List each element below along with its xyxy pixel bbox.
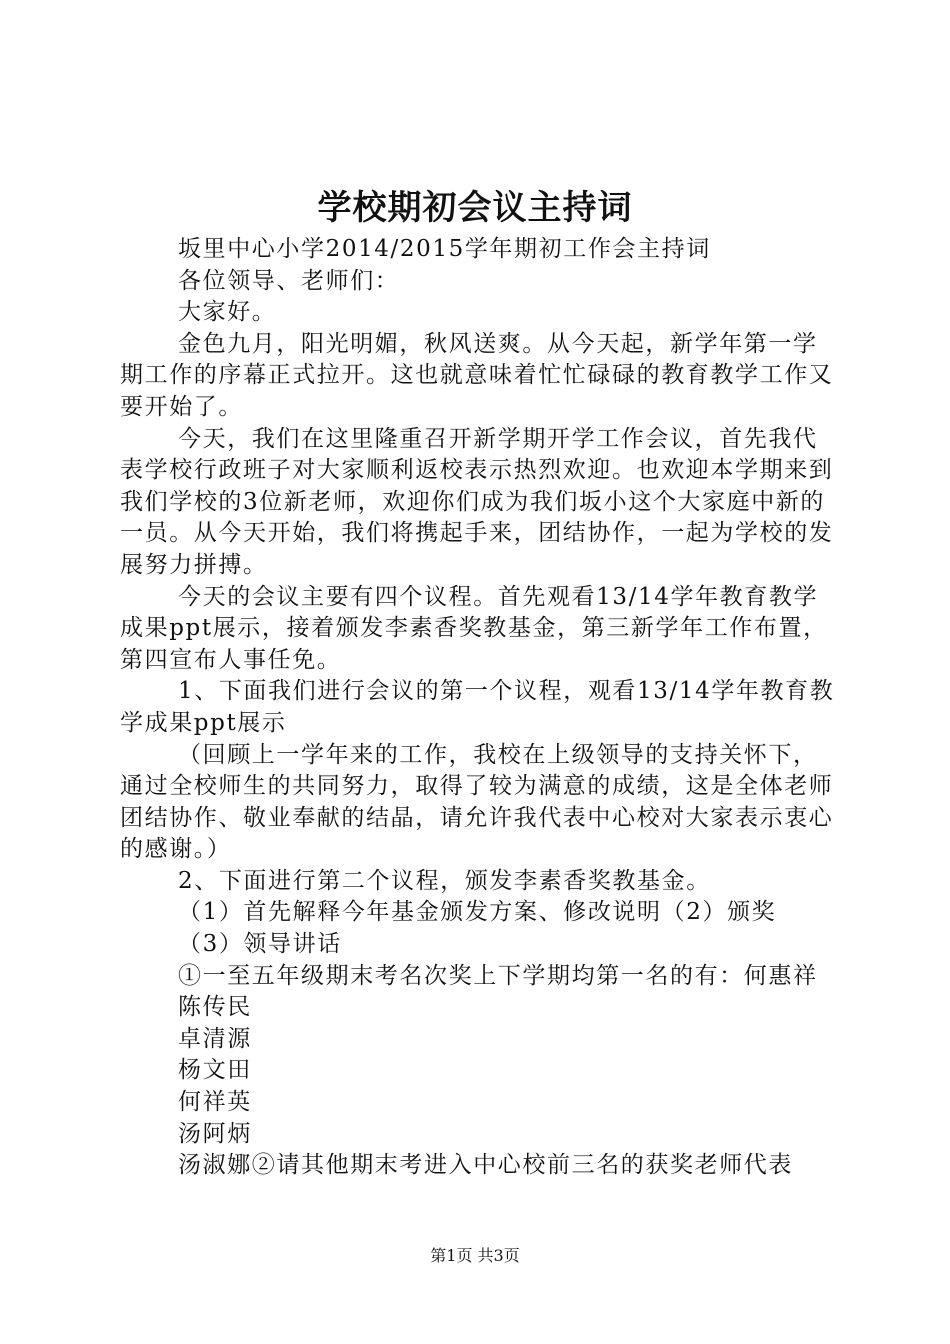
paragraph-salutation: 各位领导、老师们：	[178, 267, 400, 294]
list-item-name: 杨文田	[178, 1057, 252, 1084]
paragraph-award-steps: （1）首先解释今年基金颁发方案、修改说明（2）颁奖	[178, 899, 777, 926]
paragraph-agenda-item-1: 1、下面我们进行会议的第一个议程，观看13/14学年教育教学成果ppt展示	[120, 678, 835, 736]
paragraph-other-winners: 汤淑娜②请其他期末考进入中心校前三名的获奖老师代表	[178, 1152, 793, 1179]
page-title: 学校期初会议主持词	[317, 188, 633, 228]
document-body	[120, 234, 840, 1182]
paragraph-leader-speech: （3）领导讲话	[178, 931, 342, 958]
paragraph-greeting: 大家好。	[178, 299, 277, 326]
list-item-name: 何祥英	[178, 1089, 252, 1116]
list-item-name: 卓清源	[178, 1025, 252, 1052]
paragraph-agenda: 今天的会议主要有四个议程。首先观看13/14学年教育教学成果ppt展示，接着颁发李素香奖教基金，第三新学年工作布置，第四宣布人事任免。	[120, 583, 828, 673]
list-item-name: 汤阿炳	[178, 1120, 252, 1147]
paragraph-opening: 金色九月，阳光明媚，秋风送爽。从今天起，新学年第一学期工作的序幕正式拉开。这也就意味着忙忙碌碌的教育教学工作又要开始了。	[120, 330, 834, 420]
page-footer: 第1页 共3页	[430, 1246, 520, 1265]
paragraph-agenda-item-2: 2、下面进行第二个议程，颁发李素香奖教基金。	[178, 867, 711, 894]
paragraph-welcome: 今天，我们在这里隆重召开新学期开学工作会议，首先我代表学校行政班子对大家顺利返校表示热烈欢迎。也欢迎本学期来到我们学校的3位新老师，欢迎你们成为我们坂小这个大家庭中新的一员。从今天开始，我们将携起手来，团结协作，一起为学校的发展努力拼搏。	[120, 425, 834, 578]
paragraph-first-place: ①一至五年级期末考名次奖上下学期均第一名的有：何惠祥	[178, 962, 818, 989]
paragraph-review: （回顾上一学年来的工作，我校在上级领导的支持关怀下，通过全校师生的共同努力，取得了较为满意的成绩，这是全体老师团结协作、敬业奉献的结晶，请允许我代表中心校对大家表示衷心的感谢。）	[120, 741, 834, 863]
list-item-name: 陈传民	[178, 994, 252, 1021]
paragraph-school-heading: 坂里中心小学2014/2015学年期初工作会主持词	[178, 236, 711, 262]
